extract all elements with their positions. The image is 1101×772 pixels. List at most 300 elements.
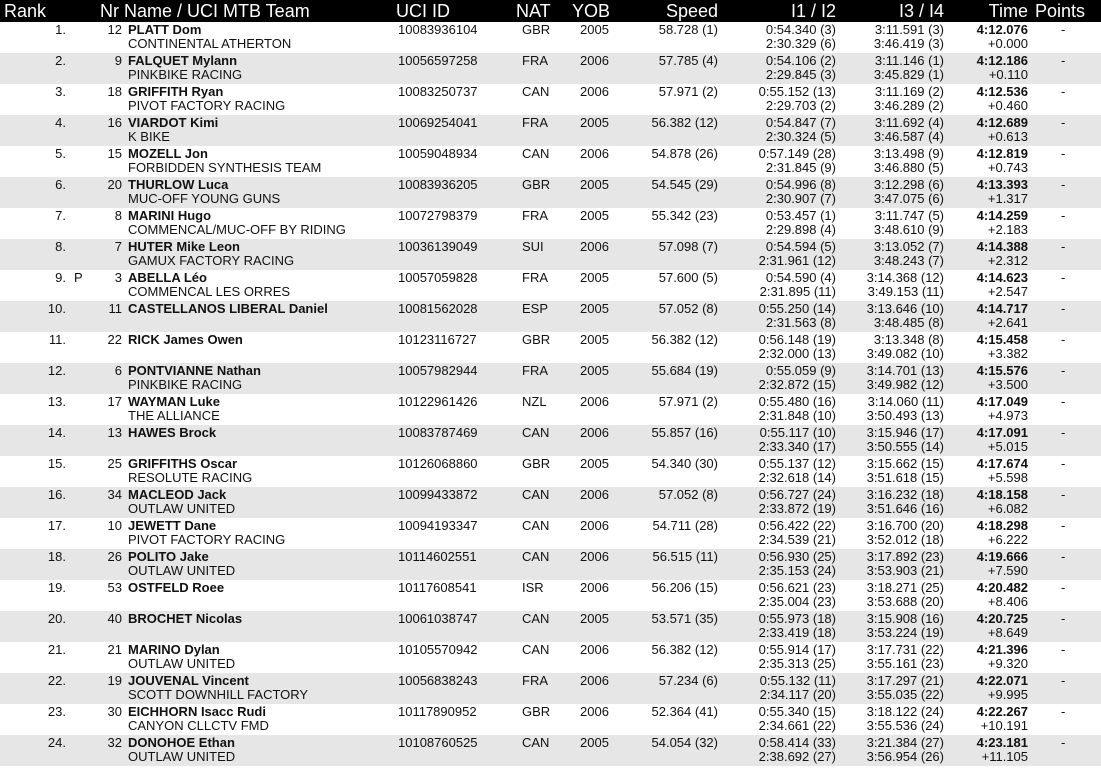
time-cell: 4:14.623 [976,270,1028,285]
yob-cell: 2005 [580,363,609,378]
split-i1: 0:53.457 (1) [765,208,836,223]
rank-cell: 21. [47,642,66,657]
speed-cell: 53.571 (35) [651,611,718,626]
uci-id-cell: 10061038747 [398,611,478,626]
uci-id-cell: 10114602551 [398,549,477,564]
rider-name: HUTER Mike Leon [128,239,240,254]
time-cell: 4:12.819 [976,146,1028,161]
split-i1: 0:56.930 (25) [758,549,836,564]
bib-number: 34 [107,487,122,502]
split-i1: 0:55.059 (9) [765,363,836,378]
uci-id-cell: 10036139049 [398,239,478,254]
points-cell: - [1061,22,1066,37]
nat-cell: CAN [522,146,550,161]
gap-cell: +3.500 [987,377,1028,392]
rank-cell: 6. [55,177,66,192]
gap-cell: +4.973 [987,408,1028,423]
split-i2: 2:35.153 (24) [758,563,836,578]
header-i3-i4: I3 / I4 [898,1,944,21]
uci-id-cell: 10117608541 [398,580,477,595]
gap-cell: +5.015 [987,439,1028,454]
split-i3: 3:11.146 (1) [874,53,944,68]
yob-cell: 2006 [580,580,609,595]
rider-name: WAYMAN Luke [128,394,220,409]
time-cell: 4:14.717 [976,301,1028,316]
nat-cell: CAN [522,518,550,533]
team-name: COMMENCAL LES ORRES [128,284,291,299]
split-i3: 3:11.747 (5) [874,208,944,223]
table-row [0,394,1101,425]
rank-cell: 20. [47,611,66,626]
points-cell: - [1061,518,1066,533]
points-cell: - [1061,177,1066,192]
gap-cell: +2.547 [987,284,1028,299]
rider-name: MARINI Hugo [128,208,212,223]
header-yob: YOB [572,1,611,21]
time-cell: 4:20.725 [976,611,1028,626]
rank-cell: 22. [47,673,66,688]
split-i2: 2:33.340 (17) [758,439,836,454]
speed-cell: 57.785 (4) [658,53,718,68]
header-i1-i2: I1 / I2 [790,1,836,21]
split-i3: 3:15.662 (15) [866,456,944,471]
yob-cell: 2006 [580,704,609,719]
points-cell: - [1061,84,1066,99]
points-cell: - [1061,611,1066,626]
header-nat: NAT [516,1,551,21]
points-cell: - [1061,270,1066,285]
split-i2: 2:33.872 (19) [758,501,836,516]
split-i2: 2:31.895 (11) [759,284,836,299]
time-cell: 4:22.071 [976,673,1028,688]
gap-cell: +0.613 [987,129,1028,144]
bib-number: 9 [114,53,122,68]
gap-cell: +8.649 [987,625,1028,640]
bib-number: 17 [107,394,122,409]
points-cell: - [1061,456,1066,471]
team-name: THE ALLIANCE [128,408,220,423]
gap-cell: +0.460 [987,98,1028,113]
team-name: PINKBIKE RACING [128,377,243,392]
speed-cell: 57.600 (5) [658,270,718,285]
split-i4: 3:49.153 (11) [867,284,944,299]
bib-number: 15 [107,146,122,161]
bib-number: 12 [107,22,122,37]
gap-cell: +2.312 [987,253,1028,268]
rider-name: VIARDOT Kimi [128,115,219,130]
time-cell: 4:18.298 [976,518,1028,533]
split-i1: 0:55.914 (17) [758,642,836,657]
split-i4: 3:51.646 (16) [866,501,944,516]
split-i3: 3:15.946 (17) [866,425,944,440]
split-i1: 0:55.250 (14) [758,301,836,316]
table-row [0,580,1101,611]
time-cell: 4:12.536 [976,84,1028,99]
yob-cell: 2005 [580,208,609,223]
split-i4: 3:46.419 (3) [873,36,944,51]
header-time: Time [988,1,1028,21]
rider-name: POLITO Jake [128,549,209,564]
nat-cell: ISR [522,580,544,595]
split-i1: 0:55.340 (15) [758,704,836,719]
bib-number: 16 [107,115,122,130]
speed-cell: 56.382 (12) [651,332,718,347]
split-i3: 3:18.271 (25) [866,580,944,595]
split-i2: 2:32.000 (13) [758,346,836,361]
rider-name: CASTELLANOS LIBERAL Daniel [128,301,328,316]
table-row [0,146,1101,177]
team-name: PIVOT FACTORY RACING [128,532,286,547]
yob-cell: 2005 [580,301,609,316]
split-i2: 2:29.898 (4) [765,222,836,237]
time-cell: 4:19.666 [976,549,1028,564]
split-i2: 2:32.872 (15) [758,377,836,392]
gap-cell: +8.406 [987,594,1028,609]
points-cell: - [1061,115,1066,130]
table-row [0,84,1101,115]
nat-cell: FRA [522,115,548,130]
nat-cell: GBR [522,456,551,471]
yob-cell: 2006 [580,673,609,688]
split-i4: 3:47.075 (6) [873,191,944,206]
time-cell: 4:12.689 [976,115,1028,130]
split-i4: 3:45.829 (1) [873,67,944,82]
table-row [0,270,1101,301]
rider-name: BROCHET Nicolas [128,611,243,626]
uci-id-cell: 10083787469 [398,425,478,440]
speed-cell: 57.234 (6) [658,673,718,688]
rank-cell: 14. [47,425,66,440]
time-cell: 4:17.049 [976,394,1028,409]
split-i1: 0:55.132 (11) [759,673,836,688]
uci-id-cell: 10057982944 [398,363,478,378]
time-cell: 4:20.482 [976,580,1028,595]
split-i3: 3:16.232 (18) [866,487,944,502]
table-row [0,549,1101,580]
time-cell: 4:15.576 [976,363,1028,378]
nat-cell: FRA [522,673,548,688]
gap-cell: +6.082 [987,501,1028,516]
nat-cell: CAN [522,425,550,440]
split-i1: 0:55.152 (13) [758,84,836,99]
bib-number: 13 [107,425,122,440]
bib-number: 21 [107,642,122,657]
rider-name: GRIFFITH Ryan [128,84,224,99]
nat-cell: NZL [522,394,547,409]
rank-cell: 18. [47,549,66,564]
yob-cell: 2006 [580,425,609,440]
split-i4: 3:49.082 (10) [866,346,944,361]
split-i3: 3:11.692 (4) [874,115,944,130]
uci-id-cell: 10083936205 [398,177,478,192]
rider-name: MARINO Dylan [128,642,220,657]
speed-cell: 54.711 (28) [652,518,718,533]
table-row [0,425,1101,456]
split-i4: 3:52.012 (18) [866,532,944,547]
gap-cell: +0.110 [988,67,1028,82]
yob-cell: 2006 [580,146,609,161]
yob-cell: 2005 [580,735,609,750]
table-row [0,332,1101,363]
rank-cell: 23. [47,704,66,719]
speed-cell: 54.340 (30) [651,456,718,471]
speed-cell: 57.052 (8) [658,301,718,316]
bib-number: 3 [114,270,122,285]
speed-cell: 55.684 (19) [651,363,718,378]
uci-id-cell: 10083250737 [398,84,478,99]
table-row [0,239,1101,270]
time-cell: 4:13.393 [976,177,1028,192]
table-row [0,363,1101,394]
split-i3: 3:17.731 (22) [866,642,944,657]
uci-id-cell: 10072798379 [398,208,478,223]
speed-cell: 58.728 (1) [658,22,718,37]
split-i1: 0:54.590 (4) [765,270,836,285]
rider-name: MOZELL Jon [128,146,208,161]
bib-number: 26 [107,549,122,564]
split-i2: 2:34.661 (22) [758,718,836,733]
bib-number: 53 [107,580,122,595]
team-name: SCOTT DOWNHILL FACTORY [128,687,309,702]
table-row [0,611,1101,642]
split-i1: 0:56.148 (19) [758,332,836,347]
split-i3: 3:13.646 (10) [866,301,944,316]
bib-number: 40 [107,611,122,626]
gap-cell: +9.995 [987,687,1028,702]
speed-cell: 52.364 (41) [651,704,718,719]
table-row [0,301,1101,332]
time-cell: 4:14.259 [976,208,1028,223]
nat-cell: CAN [522,611,550,626]
gap-cell: +0.000 [987,36,1028,51]
rank-cell: 7. [55,208,66,223]
uci-id-cell: 10108760525 [398,735,478,750]
bib-number: 32 [107,735,122,750]
rider-name: PONTVIANNE Nathan [128,363,261,378]
uci-id-cell: 10122961426 [398,394,478,409]
split-i4: 3:46.880 (5) [873,160,944,175]
points-cell: - [1061,580,1066,595]
nat-cell: SUI [522,239,544,254]
yob-cell: 2006 [580,549,609,564]
header-speed: Speed [665,1,718,21]
bib-number: 7 [114,239,122,254]
yob-cell: 2006 [580,642,609,657]
gap-cell: +2.183 [987,222,1028,237]
team-name: CANYON CLLCTV FMD [128,718,269,733]
gap-cell: +10.191 [980,718,1028,733]
speed-cell: 57.052 (8) [658,487,718,502]
points-cell: - [1061,146,1066,161]
split-i3: 3:14.701 (13) [866,363,944,378]
uci-id-cell: 10059048934 [398,146,478,161]
speed-cell: 54.054 (32) [651,735,718,750]
team-name: K BIKE [128,129,170,144]
uci-id-cell: 10057059828 [398,270,478,285]
bib-number: 10 [107,518,122,533]
points-cell: - [1061,642,1066,657]
split-i1: 0:56.422 (22) [758,518,836,533]
team-name: MUC-OFF YOUNG GUNS [128,191,281,206]
yob-cell: 2005 [580,22,609,37]
header-uci-id: UCI ID [396,1,450,21]
nat-cell: GBR [522,22,551,37]
split-i3: 3:11.169 (2) [874,84,944,99]
split-i3: 3:12.298 (6) [873,177,944,192]
team-name: OUTLAW UNITED [128,501,236,516]
nat-cell: ESP [522,301,549,316]
speed-cell: 56.515 (11) [652,549,718,564]
yob-cell: 2006 [580,394,609,409]
nat-cell: CAN [522,735,550,750]
split-i4: 3:48.485 (8) [873,315,944,330]
table-row [0,673,1101,704]
points-cell: - [1061,673,1066,688]
gap-cell: +0.743 [987,160,1028,175]
uci-id-cell: 10123116727 [398,332,477,347]
rank-cell: 4. [55,115,66,130]
rank-cell: 8. [55,239,66,254]
split-i1: 0:55.137 (12) [758,456,836,471]
team-name: PIVOT FACTORY RACING [128,98,286,113]
split-i2: 2:29.703 (2) [765,98,836,113]
bib-number: 6 [114,363,122,378]
split-i1: 0:55.480 (16) [758,394,836,409]
nat-cell: CAN [522,84,550,99]
uci-id-cell: 10069254041 [398,115,478,130]
bib-number: 8 [114,208,122,223]
rank-cell: 17. [47,518,66,533]
split-i4: 3:55.035 (22) [866,687,944,702]
rider-name: ABELLA Léo [128,270,207,285]
time-cell: 4:21.396 [976,642,1028,657]
rank-cell: 9. [55,270,66,285]
split-i2: 2:30.329 (6) [765,36,836,51]
time-cell: 4:15.458 [976,332,1028,347]
rank-cell: 15. [47,456,66,471]
team-name: RESOLUTE RACING [128,470,253,485]
uci-id-cell: 10099433872 [398,487,478,502]
split-i1: 0:54.340 (3) [765,22,836,37]
split-i4: 3:49.982 (12) [866,377,944,392]
points-cell: - [1061,332,1066,347]
bib-number: 22 [107,332,122,347]
split-i3: 3:15.908 (16) [866,611,944,626]
nat-cell: FRA [522,208,548,223]
yob-cell: 2006 [580,487,609,502]
split-i4: 3:55.161 (23) [866,656,944,671]
split-i3: 3:13.498 (9) [873,146,944,161]
time-cell: 4:18.158 [976,487,1028,502]
table-row [0,53,1101,84]
gap-cell: +5.598 [987,470,1028,485]
rider-name: DONOHOE Ethan [128,735,235,750]
speed-cell: 56.382 (12) [651,642,718,657]
team-name: PINKBIKE RACING [128,67,243,82]
split-i2: 2:35.004 (23) [758,594,836,609]
rider-name: THURLOW Luca [128,177,229,192]
points-cell: - [1061,735,1066,750]
split-i2: 2:30.324 (5) [765,129,836,144]
gap-cell: +6.222 [987,532,1028,547]
split-i4: 3:53.224 (19) [866,625,944,640]
time-cell: 4:12.186 [976,53,1028,68]
split-i2: 2:31.961 (12) [758,253,836,268]
gap-cell: +1.317 [987,191,1028,206]
nat-cell: GBR [522,332,551,347]
split-i2: 2:32.618 (14) [758,470,836,485]
points-cell: - [1061,239,1066,254]
speed-cell: 55.342 (23) [651,208,718,223]
split-i1: 0:57.149 (28) [758,146,836,161]
rider-name: JEWETT Dane [128,518,217,533]
split-i2: 2:31.845 (9) [765,160,836,175]
split-i3: 3:14.368 (12) [866,270,944,285]
speed-cell: 54.545 (29) [651,177,718,192]
uci-id-cell: 10126068860 [398,456,478,471]
bib-number: 30 [107,704,122,719]
nat-cell: CAN [522,549,550,564]
bib-number: 18 [107,84,122,99]
speed-cell: 56.206 (15) [651,580,718,595]
gap-cell: +11.105 [981,749,1028,764]
split-i2: 2:30.907 (7) [765,191,836,206]
yob-cell: 2005 [580,115,609,130]
table-row [0,177,1101,208]
header-nr-name: Nr Name / UCI MTB Team [100,1,310,21]
table-row [0,518,1101,549]
uci-id-cell: 10117890952 [398,704,477,719]
points-cell: - [1061,394,1066,409]
time-cell: 4:17.674 [976,456,1028,471]
nat-cell: GBR [522,704,551,719]
gap-cell: +3.382 [987,346,1028,361]
split-i2: 2:29.845 (3) [765,67,836,82]
split-i1: 0:55.117 (10) [759,425,836,440]
split-i3: 3:13.348 (8) [873,332,944,347]
yob-cell: 2005 [580,611,609,626]
yob-cell: 2005 [580,270,609,285]
bib-number: 19 [107,673,122,688]
split-i4: 3:53.688 (20) [866,594,944,609]
points-cell: - [1061,549,1066,564]
yob-cell: 2006 [580,239,609,254]
split-i3: 3:16.700 (20) [866,518,944,533]
rank-cell: 3. [55,84,66,99]
time-cell: 4:22.267 [976,704,1028,719]
table-header [0,0,1101,22]
time-cell: 4:14.388 [976,239,1028,254]
gap-cell: +9.320 [987,656,1028,671]
table-row [0,735,1101,766]
time-cell: 4:12.076 [976,22,1028,37]
rank-cell: 19. [47,580,66,595]
rider-name: JOUVENAL Vincent [128,673,249,688]
uci-id-cell: 10081562028 [398,301,478,316]
split-i3: 3:13.052 (7) [873,239,944,254]
table-row [0,456,1101,487]
split-i4: 3:51.618 (15) [866,470,944,485]
time-cell: 4:23.181 [976,735,1028,750]
rank-cell: 5. [55,146,66,161]
split-i1: 0:58.414 (33) [758,735,836,750]
time-cell: 4:17.091 [976,425,1028,440]
yob-cell: 2006 [580,53,609,68]
uci-id-cell: 10083936104 [398,22,478,37]
yob-cell: 2005 [580,456,609,471]
team-name: OUTLAW UNITED [128,563,236,578]
gap-cell: +7.590 [987,563,1028,578]
